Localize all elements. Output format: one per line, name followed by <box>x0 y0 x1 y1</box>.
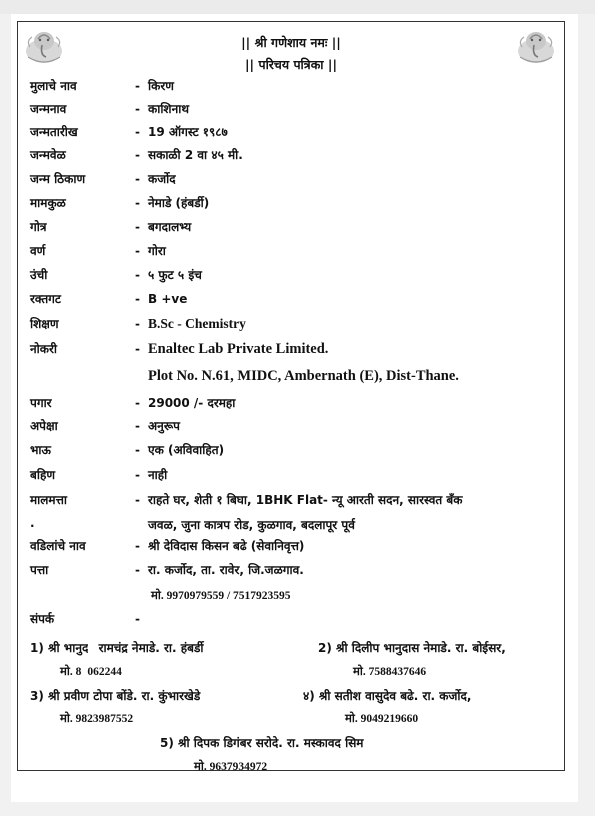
field-label: शिक्षण <box>30 317 59 331</box>
field-value: ५ फुट ५ इंच <box>148 268 202 282</box>
field-row <box>30 216 554 238</box>
field-label: मामकुळ <box>30 196 66 210</box>
property-dash: - <box>135 493 140 507</box>
field-dash: - <box>135 419 140 433</box>
contact-5-name: 5) श्री दिपक डिगंबर सरोदे. रा. मस्कावद सिम <box>160 736 364 750</box>
biodata-frame <box>17 21 565 771</box>
field-value: गोरा <box>148 244 166 258</box>
field-row <box>30 264 554 286</box>
father-dash: - <box>135 539 140 553</box>
father-label: वडिलांचे नाव <box>30 539 86 553</box>
property-mark: . <box>30 516 35 530</box>
property-label: मालमत्ता <box>30 493 67 507</box>
field-label: जन्म ठिकाण <box>30 172 86 186</box>
contact-5-phone: मो. 9637934972 <box>194 761 268 773</box>
field-row <box>30 98 554 120</box>
address-dash: - <box>135 563 140 577</box>
field-label: उंची <box>30 268 48 282</box>
field-value: नेमाडे (हंबर्डी) <box>148 196 210 210</box>
field-value: किरण <box>148 79 174 93</box>
property-line-1: राहते घर, शेती १ बिघा, 1BHK Flat- न्यू आरती सदन, सारस्वत बँक <box>148 493 463 507</box>
field-label: गोत्र <box>30 220 47 234</box>
job-dash: - <box>135 342 140 356</box>
job-address: Plot No. N.61, MIDC, Ambernath (E), Dist-Thane. <box>148 368 459 384</box>
field-label: जन्मवेळ <box>30 148 66 162</box>
field-dash: - <box>135 196 140 210</box>
contact-1-name <box>30 639 204 656</box>
contact-4-phone: मो. 9049219660 <box>345 713 419 725</box>
field-row <box>30 392 554 414</box>
field-dash: - <box>135 268 140 282</box>
scan-blot <box>88 643 94 655</box>
field-label: भाऊ <box>30 443 51 457</box>
field-value: 19 ऑगस्ट १९८७ <box>148 125 228 139</box>
field-dash: - <box>135 102 140 116</box>
biodata-page <box>11 14 578 802</box>
field-label: मुलाचे नाव <box>30 79 77 93</box>
field-dash: - <box>135 396 140 410</box>
field-label: जन्मनाव <box>30 102 67 116</box>
field-row <box>30 464 554 486</box>
field-dash: - <box>135 220 140 234</box>
job-row <box>30 338 554 360</box>
field-value: एक (अविवाहित) <box>148 443 225 457</box>
field-row <box>30 121 554 143</box>
field-dash: - <box>135 292 140 306</box>
contact-3-phone: मो. 9823987552 <box>60 713 134 725</box>
field-value: काशिनाथ <box>148 102 190 116</box>
field-row <box>30 415 554 437</box>
field-label: वर्ण <box>30 244 46 258</box>
field-row <box>30 439 554 461</box>
field-label: अपेक्षा <box>30 419 58 433</box>
property-line-2: जवळ, जुना कात्रप रोड, कुळगाव, बदलापूर पूर्व <box>148 518 355 532</box>
field-row <box>30 240 554 262</box>
property-row <box>30 489 554 511</box>
field-dash: - <box>135 443 140 457</box>
contact-1-phone-part: मो. 8 <box>60 666 82 678</box>
top-strip <box>0 0 595 14</box>
father-value: श्री देविदास किसन बढे (सेवानिवृत्त) <box>148 539 305 553</box>
field-value: अनुरूप <box>148 419 180 433</box>
field-dash: - <box>135 244 140 258</box>
contact-label: संपर्क <box>30 612 55 626</box>
field-row <box>30 75 554 97</box>
contact-1-name-rest: रामचंद्र नेमाडे. रा. हंबर्डी <box>98 641 204 655</box>
field-row <box>30 313 554 335</box>
field-dash: - <box>135 79 140 93</box>
address-label: पत्ता <box>30 563 49 577</box>
job-company: Enaltec Lab Private Limited. <box>148 341 329 357</box>
field-label: रक्तगट <box>30 292 61 306</box>
field-row <box>30 288 554 310</box>
field-value: बगदालभ्य <box>148 220 192 234</box>
invocation-heading: || श्री गणेशाय नमः || <box>241 35 341 50</box>
father-row <box>30 535 554 557</box>
field-dash: - <box>135 148 140 162</box>
address-row <box>30 559 554 581</box>
field-value: सकाळी 2 वा ४५ मी. <box>148 148 243 162</box>
field-label: पगार <box>30 396 52 410</box>
address-value: रा. कर्जोद, ता. रावेर, जि.जळगाव. <box>148 563 304 577</box>
field-dash: - <box>135 468 140 482</box>
contact-2-phone: मो. 7588437646 <box>353 666 427 678</box>
contact-dash: - <box>135 612 140 626</box>
field-value: B.Sc - Chemistry <box>148 316 246 331</box>
field-dash: - <box>135 172 140 186</box>
field-row <box>30 144 554 166</box>
field-value: कर्जोद <box>148 172 176 186</box>
field-label: बहिण <box>30 468 56 482</box>
field-dash: - <box>135 317 140 331</box>
contact-4-name: ४) श्री सतीश वासुदेव बढे. रा. कर्जोद, <box>303 689 472 703</box>
field-value: B +ve <box>148 292 188 306</box>
job-label: नोकरी <box>30 342 58 356</box>
field-row <box>30 192 554 214</box>
field-value: 29000 /- दरमहा <box>148 396 236 410</box>
contact-3-name: 3) श्री प्रवीण टोपा बोंडे. रा. कुंभारखेडे <box>30 689 201 703</box>
contact-2-name: 2) श्री दिलीप भानुदास नेमाडे. रा. बोईसर, <box>318 641 506 655</box>
field-value: नाही <box>148 468 168 482</box>
field-row <box>30 168 554 190</box>
page-title: || परिचय पत्रिका || <box>244 57 338 72</box>
contact-1-phone-rest: 062244 <box>87 666 122 678</box>
field-label: जन्मतारीख <box>30 125 78 139</box>
contact-1-phone <box>60 664 122 679</box>
contact-1-name-part: 1) श्री भानुद <box>30 641 89 655</box>
address-phone: मो. 9970979559 / 7517923595 <box>151 590 291 602</box>
contact-row <box>30 608 554 630</box>
field-dash: - <box>135 125 140 139</box>
